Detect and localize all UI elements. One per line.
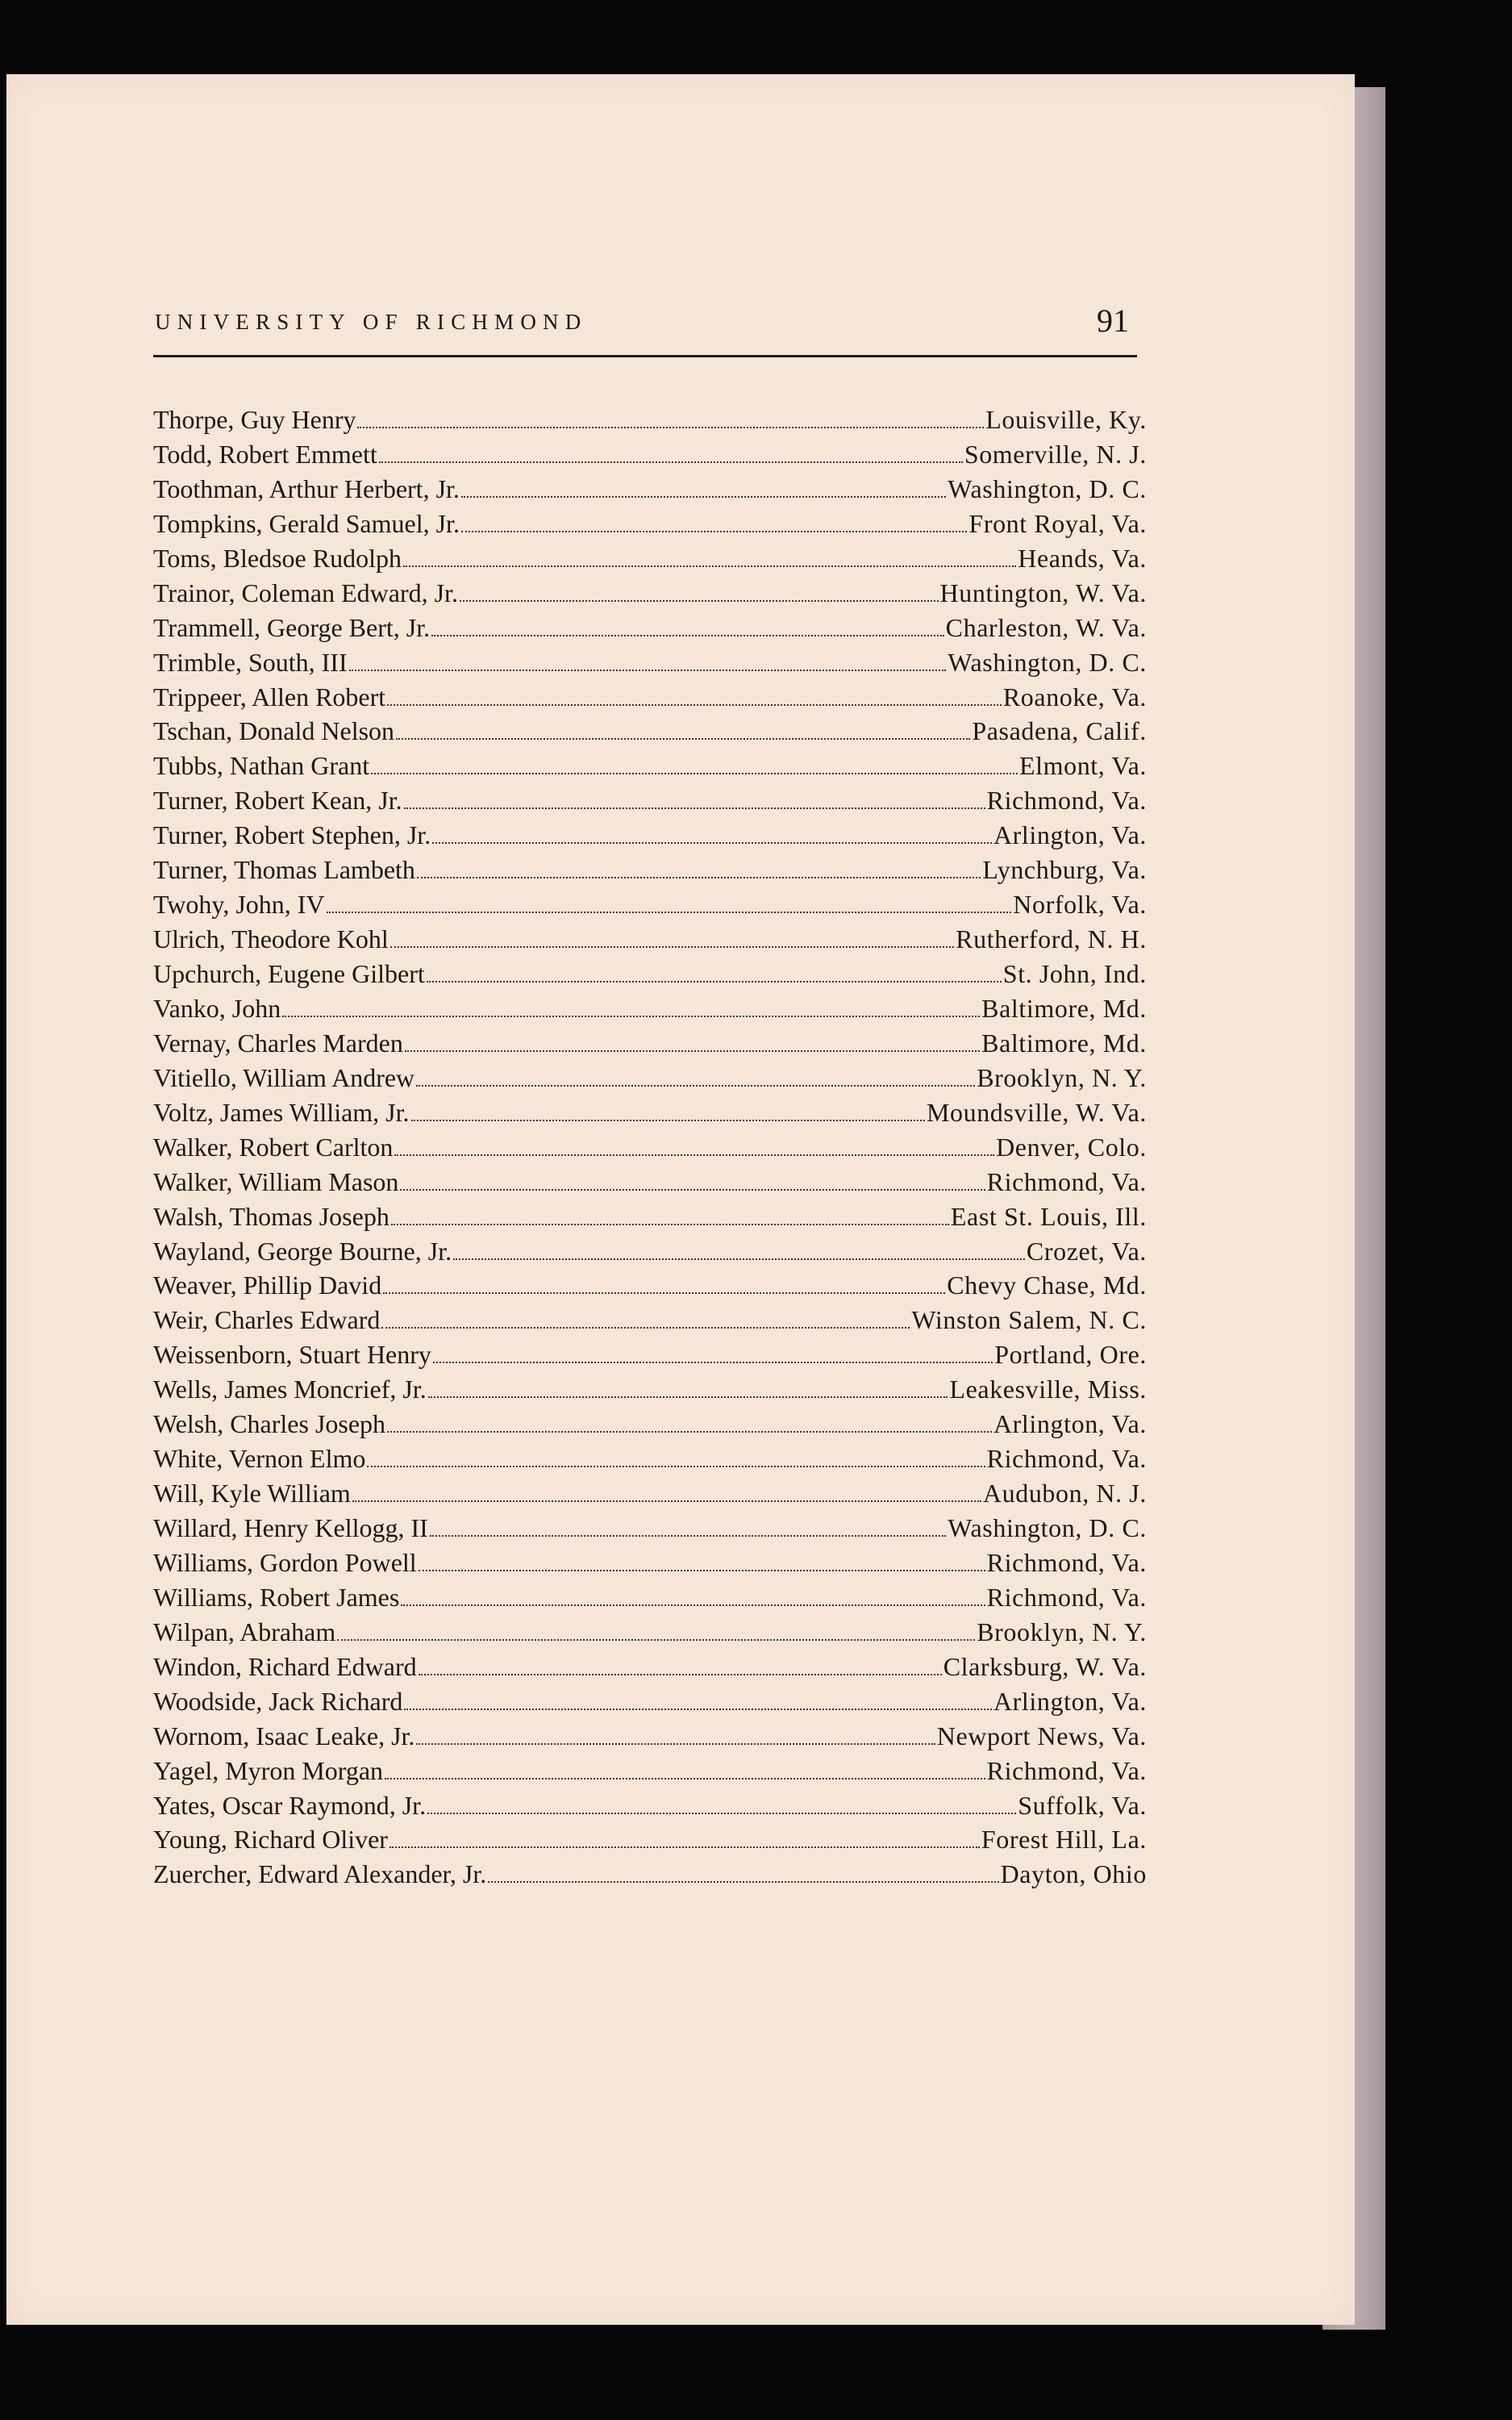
dot-leader bbox=[367, 1446, 985, 1467]
entry-name: Walker, William Mason bbox=[153, 1166, 399, 1196]
entry-place: Lynchburg, Va. bbox=[982, 855, 1147, 885]
dot-leader bbox=[337, 1620, 975, 1641]
directory-entry bbox=[153, 1270, 1147, 1305]
entry-place: Richmond, Va. bbox=[986, 1444, 1147, 1474]
directory-entry bbox=[153, 1237, 1147, 1271]
dot-leader bbox=[427, 1793, 1016, 1814]
entry-place: Baltimore, Md. bbox=[981, 993, 1147, 1023]
directory-entry bbox=[153, 1479, 1147, 1513]
dot-leader bbox=[416, 1066, 975, 1087]
entry-place: Charleston, W. Va. bbox=[945, 612, 1147, 642]
directory-entry bbox=[153, 1375, 1147, 1409]
entry-name: Walker, Robert Carlton bbox=[153, 1132, 394, 1162]
entry-place: Richmond, Va. bbox=[986, 1547, 1147, 1577]
directory-entry bbox=[153, 1098, 1147, 1133]
directory-entry bbox=[153, 786, 1147, 820]
entry-name: Zuercher, Edward Alexander, Jr. bbox=[153, 1859, 487, 1889]
dot-leader bbox=[390, 927, 954, 948]
entry-place: Richmond, Va. bbox=[986, 1582, 1147, 1612]
dot-leader bbox=[282, 996, 980, 1017]
directory-entry bbox=[153, 1409, 1147, 1444]
dot-leader bbox=[404, 788, 985, 809]
entry-name: Ulrich, Theodore Kohl bbox=[153, 924, 389, 954]
entry-place: Pasadena, Calif. bbox=[972, 716, 1147, 746]
directory-entry bbox=[153, 1617, 1147, 1652]
directory-entry bbox=[153, 1652, 1147, 1687]
dot-leader bbox=[433, 1342, 993, 1363]
entry-place: Newport News, Va. bbox=[936, 1721, 1147, 1750]
directory-entry bbox=[153, 1202, 1147, 1237]
dot-leader bbox=[379, 442, 963, 463]
entry-name: Young, Richard Oliver bbox=[153, 1825, 388, 1855]
entry-place: Heands, Va. bbox=[1018, 543, 1147, 573]
entry-name: Weir, Charles Edward bbox=[153, 1305, 381, 1335]
dot-leader bbox=[488, 1862, 998, 1883]
entry-place: Norfolk, Va. bbox=[1013, 890, 1147, 920]
dot-leader bbox=[387, 1412, 992, 1433]
entry-place: St. John, Ind. bbox=[1002, 959, 1147, 988]
entry-place: Arlington, Va. bbox=[993, 820, 1147, 850]
page-header bbox=[153, 236, 1137, 357]
directory-entry bbox=[153, 648, 1147, 682]
entry-name: Voltz, James William, Jr. bbox=[153, 1097, 410, 1127]
running-head: UNIVERSITY OF RICHMOND bbox=[155, 310, 588, 334]
directory-entry bbox=[153, 1340, 1147, 1375]
dot-leader bbox=[387, 685, 1002, 706]
entry-name: Twohy, John, IV bbox=[153, 890, 325, 920]
directory-entry bbox=[153, 405, 1147, 440]
entry-place: Roanoke, Va. bbox=[1002, 682, 1147, 711]
entry-place: Front Royal, Va. bbox=[968, 508, 1147, 538]
entry-place: Crozet, Va. bbox=[1026, 1236, 1147, 1266]
directory-entry bbox=[153, 1028, 1147, 1063]
directory-entry bbox=[153, 1687, 1147, 1721]
directory-entry bbox=[153, 1444, 1147, 1479]
dot-leader bbox=[404, 1689, 992, 1710]
entry-name: Upchurch, Eugene Gilbert bbox=[153, 959, 425, 988]
dot-leader bbox=[394, 1135, 994, 1156]
directory-entry bbox=[153, 1721, 1147, 1756]
dot-leader bbox=[427, 962, 1002, 983]
directory-entry bbox=[153, 1167, 1147, 1202]
entry-place: Suffolk, Va. bbox=[1018, 1790, 1147, 1820]
entry-name: Wilpan, Abraham bbox=[153, 1617, 336, 1646]
entry-name: Walsh, Thomas Joseph bbox=[153, 1201, 389, 1231]
entry-place: Arlington, Va. bbox=[993, 1409, 1147, 1439]
entry-name: Trimble, South, III bbox=[153, 647, 348, 677]
entry-place: Brooklyn, N. Y. bbox=[977, 1617, 1147, 1646]
directory-list bbox=[153, 405, 1147, 1894]
entry-place: Baltimore, Md. bbox=[981, 1028, 1147, 1058]
entry-name: Vanko, John bbox=[153, 993, 281, 1023]
entry-name: Thorpe, Guy Henry bbox=[153, 405, 356, 434]
directory-entry bbox=[153, 578, 1147, 613]
entry-name: Turner, Robert Stephen, Jr. bbox=[153, 820, 431, 850]
entry-name: Woodside, Jack Richard bbox=[153, 1686, 403, 1716]
entry-place: Arlington, Va. bbox=[993, 1686, 1147, 1716]
entry-place: Denver, Colo. bbox=[996, 1132, 1147, 1162]
directory-entry bbox=[153, 751, 1147, 786]
dot-leader bbox=[453, 1239, 1025, 1260]
entry-place: Huntington, W. Va. bbox=[939, 578, 1147, 607]
entry-name: White, Vernon Elmo bbox=[153, 1444, 366, 1474]
dot-leader bbox=[430, 1516, 946, 1537]
dot-leader bbox=[461, 477, 946, 498]
directory-entry bbox=[153, 1133, 1147, 1167]
directory-entry bbox=[153, 474, 1147, 509]
entry-place: Elmont, Va. bbox=[1018, 751, 1147, 781]
entry-place: Clarksburg, W. Va. bbox=[943, 1651, 1147, 1681]
entry-name: Tubbs, Nathan Grant bbox=[153, 751, 370, 781]
directory-entry bbox=[153, 1513, 1147, 1548]
dot-leader bbox=[371, 753, 1018, 774]
directory-entry bbox=[153, 820, 1147, 855]
directory-entry bbox=[153, 1791, 1147, 1825]
header-rule bbox=[153, 355, 1137, 357]
dot-leader bbox=[400, 1170, 985, 1191]
entry-place: Winston Salem, N. C. bbox=[911, 1305, 1147, 1335]
entry-name: Tompkins, Gerald Samuel, Jr. bbox=[153, 508, 460, 538]
directory-entry bbox=[153, 716, 1147, 751]
entry-name: Vernay, Charles Marden bbox=[153, 1028, 403, 1058]
dot-leader bbox=[432, 823, 992, 844]
entry-name: Vitiello, William Andrew bbox=[153, 1062, 415, 1092]
directory-entry bbox=[153, 1583, 1147, 1617]
entry-name: Williams, Gordon Powell bbox=[153, 1547, 417, 1577]
directory-entry bbox=[153, 1825, 1147, 1859]
entry-place: Forest Hill, La. bbox=[981, 1825, 1147, 1855]
directory-entry bbox=[153, 544, 1147, 578]
dot-leader bbox=[357, 407, 984, 428]
directory-entry bbox=[153, 890, 1147, 924]
entry-name: Trippeer, Allen Robert bbox=[153, 682, 386, 711]
dot-leader bbox=[403, 546, 1016, 567]
entry-place: Somerville, N. J. bbox=[964, 439, 1147, 469]
entry-name: Willard, Henry Kellogg, II bbox=[153, 1513, 428, 1542]
dot-leader bbox=[417, 857, 981, 878]
entry-name: Trainor, Coleman Edward, Jr. bbox=[153, 578, 458, 607]
dot-leader bbox=[396, 719, 970, 740]
dot-leader bbox=[419, 1654, 942, 1675]
directory-entry bbox=[153, 994, 1147, 1028]
dot-leader bbox=[385, 1759, 985, 1780]
entry-name: Wornom, Isaac Leake, Jr. bbox=[153, 1721, 415, 1750]
dot-leader bbox=[401, 1585, 985, 1606]
entry-name: Tschan, Donald Nelson bbox=[153, 716, 395, 746]
entry-place: Washington, D. C. bbox=[948, 474, 1147, 503]
dot-leader bbox=[383, 1273, 945, 1294]
directory-entry bbox=[153, 959, 1147, 994]
entry-name: Will, Kyle William bbox=[153, 1479, 351, 1508]
entry-name: Todd, Robert Emmett bbox=[153, 439, 377, 469]
dot-leader bbox=[389, 1827, 980, 1848]
entry-name: Wayland, George Bourne, Jr. bbox=[153, 1236, 452, 1266]
dot-leader bbox=[381, 1308, 910, 1329]
directory-entry bbox=[153, 440, 1147, 474]
page-number: 91 bbox=[1097, 302, 1129, 339]
entry-name: Windon, Richard Edward bbox=[153, 1651, 417, 1681]
entry-place: Audubon, N. J. bbox=[982, 1479, 1147, 1508]
dot-leader bbox=[428, 1377, 948, 1398]
entry-place: Rutherford, N. H. bbox=[956, 924, 1147, 954]
entry-place: Leakesville, Miss. bbox=[949, 1375, 1147, 1404]
entry-place: Chevy Chase, Md. bbox=[947, 1270, 1147, 1300]
directory-entry bbox=[153, 682, 1147, 717]
entry-place: Moundsville, W. Va. bbox=[926, 1097, 1147, 1127]
entry-name: Welsh, Charles Joseph bbox=[153, 1409, 386, 1439]
directory-entry bbox=[153, 1548, 1147, 1583]
dot-leader bbox=[391, 1204, 949, 1225]
directory-entry bbox=[153, 1063, 1147, 1098]
entry-name: Toms, Bledsoe Rudolph bbox=[153, 543, 402, 573]
dot-leader bbox=[431, 615, 944, 636]
entry-name: Trammell, George Bert, Jr. bbox=[153, 612, 431, 642]
entry-name: Weissenborn, Stuart Henry bbox=[153, 1340, 431, 1370]
entry-place: Richmond, Va. bbox=[986, 786, 1147, 816]
entry-place: Louisville, Ky. bbox=[985, 405, 1147, 434]
entry-place: East St. Louis, Ill. bbox=[950, 1201, 1147, 1231]
entry-name: Turner, Thomas Lambeth bbox=[153, 855, 415, 885]
entry-name: Turner, Robert Kean, Jr. bbox=[153, 786, 402, 816]
dot-leader bbox=[460, 581, 939, 602]
entry-name: Toothman, Arthur Herbert, Jr. bbox=[153, 474, 460, 503]
entry-place: Washington, D. C. bbox=[948, 647, 1147, 677]
dot-leader bbox=[327, 892, 1012, 913]
dot-leader bbox=[411, 1100, 925, 1121]
entry-place: Washington, D. C. bbox=[948, 1513, 1147, 1542]
entry-place: Portland, Ore. bbox=[994, 1340, 1147, 1370]
directory-entry bbox=[153, 1859, 1147, 1894]
entry-name: Yates, Oscar Raymond, Jr. bbox=[153, 1790, 427, 1820]
dot-leader bbox=[416, 1724, 935, 1745]
directory-entry bbox=[153, 1756, 1147, 1791]
directory-entry bbox=[153, 509, 1147, 544]
entry-place: Brooklyn, N. Y. bbox=[977, 1062, 1147, 1092]
directory-entry bbox=[153, 924, 1147, 959]
entry-place: Dayton, Ohio bbox=[1000, 1859, 1147, 1889]
dot-leader bbox=[419, 1550, 985, 1571]
entry-name: Yagel, Myron Morgan bbox=[153, 1755, 384, 1785]
entry-place: Richmond, Va. bbox=[986, 1755, 1147, 1785]
dot-leader bbox=[461, 511, 967, 532]
directory-entry bbox=[153, 1305, 1147, 1340]
dot-leader bbox=[352, 1481, 981, 1502]
directory-entry bbox=[153, 855, 1147, 890]
directory-entry bbox=[153, 613, 1147, 648]
dot-leader bbox=[349, 650, 947, 671]
entry-name: Wells, James Moncrief, Jr. bbox=[153, 1375, 427, 1404]
dot-leader bbox=[405, 1031, 980, 1052]
entry-name: Williams, Robert James bbox=[153, 1582, 400, 1612]
entry-name: Weaver, Phillip David bbox=[153, 1270, 382, 1300]
entry-place: Richmond, Va. bbox=[986, 1166, 1147, 1196]
